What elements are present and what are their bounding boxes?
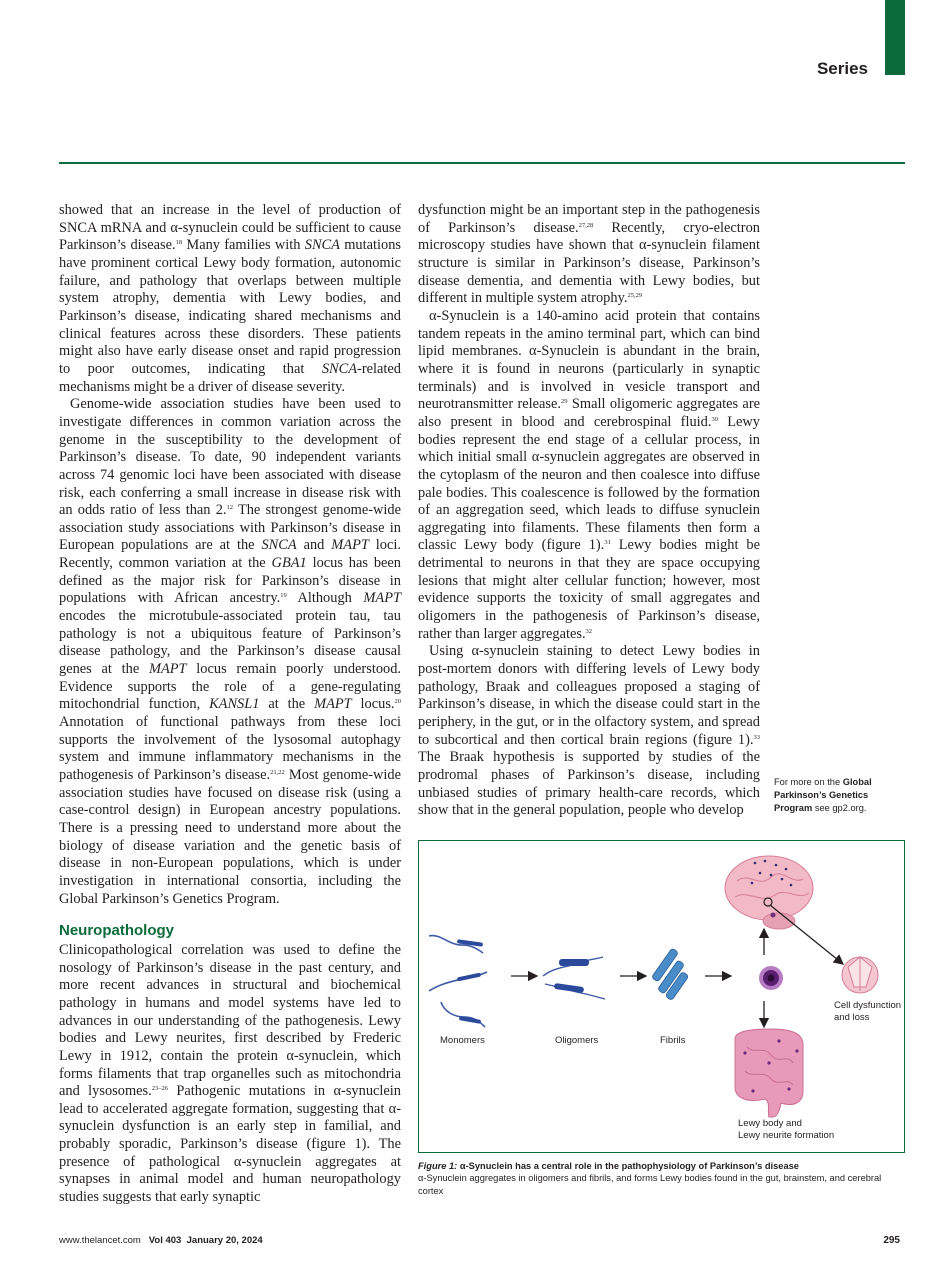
figure-1	[418, 840, 905, 1153]
paragraph: Genome-wide association studies have been used to investigate differences in common variation across the genome in the susceptibility to the development of Parkinson’s disease. To date, 90 independent variants across 74 genomic loci have been associated with disease risk, each conferring a small increase in disease risk with an odds ratio of less than 2.12 The strongest genome-wide association study associations with Parkinson’s disease in European populations are at the SNCA and MAPT loci. Recently, common variation at the GBA1 locus has been defined as the major risk for Parkinson’s disease in populations with African ancestry.$^{19}$ Although MAPT encodes the microtubule-associated protein tau, tau pathology is not a ubiquitous feature of Parkinson’s disease pathology, and the Parkinson’s disease causal genes at the MAPT locus remain poorly understood. Evidence supports the role of a gene-regulating mitochondrial function, KANSL1 at the MAPT locus.$^{20}$ Annotation of functional pathways from these loci supports the involvement of the lysosomal autophagy system and immune inflammatory mechanisms in the pathogenesis of Parkinson’s disease.$^{21,22}$ Most genome-wide association studies have focused on disease risk (using a case-control design) in European ancestry populations. There is a pressing need to understand more about the biology of disease variation and the genetic basis of disease in non-European populations, which is under investigation in international consortia, including the Global Parkinson’s Genetics Program.	[59, 396, 402, 907]
brain-illustration	[725, 856, 813, 929]
lewy-body-marker	[759, 966, 783, 990]
section-color-tab	[885, 0, 905, 75]
paragraph: α-Synuclein is a 140-amino acid protein that contains tandem repeats in the amino terminal part, which can bind lipid membranes. α-Synuclein is abundant in the brain, where it is found in neurons (particularly in synaptic terminals) and is involved in vesicle transport and neurotransmitter release.$^{29}$ Small oligomeric aggregates are also present in blood and cerebrospinal fluid.$^{30}$ Lewy bodies represent the end stage of a cellular process, in which initial small α-synuclein aggregates are observed in the cytoplasm of the neuron and then coalesce into diffuse pale bodies. This coalescence is followed by the formation of an aggregation seed, which leads to diffuse synuclein aggregating into filaments. These filaments then form a classic Lewy body (figure 1).$^{31}$ Lewy bodies might be detrimental to neurons in that they are space occupying lesions that might alter cellular function; however, most evidence supports the toxicity of small aggregates and oligomers in the pathogenesis of Parkinson’s disease, rather than larger aggregates.$^{32}$	[418, 307, 760, 642]
figure-illustration	[419, 841, 906, 1154]
text-column-left	[59, 202, 401, 1207]
gut-illustration	[735, 1029, 803, 1117]
label-lewy-formation: Lewy body and Lewy neurite formation	[738, 1118, 835, 1141]
margin-note: For more on the Global Parkinson’s Genetics Program see gp2.org.	[774, 777, 872, 813]
header-rule	[59, 162, 905, 164]
caption-text: α-Synuclein aggregates in oligomers and fibrils, and forms Lewy bodies found in the gut, brainstem, and cerebral cortex	[418, 1173, 882, 1196]
figure-caption	[418, 1160, 905, 1197]
label-fibrils: Fibrils	[660, 1035, 686, 1046]
footer-citation: www.thelancet.com Vol 403 January 20, 2024	[59, 1235, 263, 1246]
fibril-bundle	[651, 948, 688, 1001]
label-oligomers: Oligomers	[555, 1035, 599, 1046]
program-link[interactable]: Global Parkinson’s Genetics Program	[774, 777, 872, 813]
section-label: Series	[816, 59, 868, 78]
section-heading: Neuropathology	[59, 922, 174, 940]
paragraph: showed that an increase in the level of production of SNCA mRNA and α-synuclein could be sufficient to cause Parkinson’s disease.$^{18}$ Many families with SNCA mutations have prominent cortical Lewy body formation, autonomic failure, and pathology that overlaps between multiple system atrophy, dementia with Lewy bodies, and Parkinson’s disease, indicating shared mechanisms and clinical features across these disorders. These patients might also have early disease onset and rapid progression to poor outcomes, indicating that SNCA-related mechanisms might be a driver of disease severity.	[59, 202, 401, 395]
footer-site-link[interactable]: www.thelancet.com	[59, 1235, 141, 1246]
caption-title: Figure 1: α-Synuclein has a central role in the pathophysiology of Parkinson’s disease	[418, 1161, 799, 1171]
label-monomers: Monomers	[440, 1035, 485, 1046]
paragraph: dysfunction might be an important step in the pathogenesis of Parkinson’s disease.$^{27,28}$ Recently, cryo-electron microscopy studies have shown that α-synuclein filament structure is similar in Parkinson’s disease, Parkinson’s disease dementia, and dementia with Lewy bodies, but different in multiple system atrophy.$^{25,29}$	[418, 202, 760, 307]
label-cell-dysfunction: Cell dysfunction and loss	[834, 1000, 902, 1023]
paragraph: Clinicopathological correlation was used to define the nosology of Parkinson’s disease in the past century, and more recent advances in structural and biochemical pathology in humans and model systems have led to advances in our understanding of the pathogenesis. Lewy bodies and Lewy neurites, first described by Frederic Lewy in 1912, contain the protein α-synuclein, which forms filaments that trap organelles such as mitochondria and lysosomes.$^{23-26}$ Pathogenic mutations in α-synuclein lead to accelerated aggregate formation, suggesting that α-synuclein dysfunction is an early step in familial, and probably sporadic, Parkinson’s disease (figure 1). The presence of pathological α-synuclein aggregates at synapses in animal model and human neuropathology studies suggests that early synaptic	[59, 941, 401, 1206]
monomer-strands	[429, 936, 487, 1027]
damaged-cell-illustration	[842, 957, 878, 993]
paragraph: Using α-synuclein staining to detect Lewy bodies in post-mortem donors with differing levels of Lewy body pathology, Braak and colleagues proposed a staging of Parkinson’s disease, in which the disease could start in the periphery, in the gut, or in the olfactory system, and spread to subcortical and then cortical brain regions (figure 1).$^{33}$ The Braak hypothesis is supported by studies of the prodromal phases of Parkinson’s disease, including unbiased studies of primary health-care records, which show that in the general population, people who develop	[418, 643, 760, 819]
page-number: 295	[883, 1235, 900, 1246]
text-column-right	[418, 202, 760, 820]
